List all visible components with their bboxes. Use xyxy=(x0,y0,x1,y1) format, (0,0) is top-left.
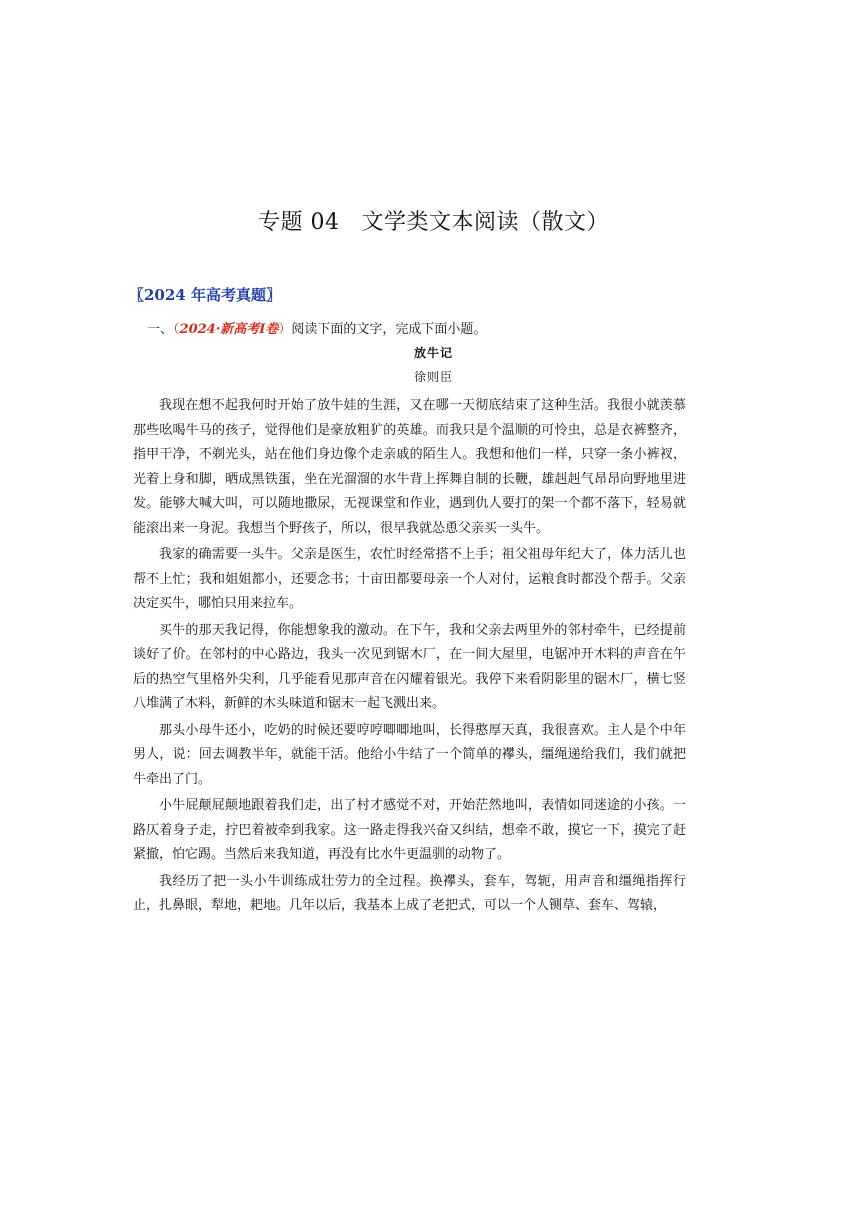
essay-paragraph: 我现在想不起我何时开始了放牛娃的生涯，又在哪一天彻底结束了这种生活。我很小就羡慕那些吆喝牛马的孩子，觉得他们是豪放粗犷的英雄。而我只是个温顺的可怜虫，总是衣裤整齐，指甲干净，不剃光头，站在他们身边像个走亲戚的陌生人。我想和他们一样，只穿一条小裤衩，光着上身和脚，晒成黑铁蛋，坐在光溜溜的水牛背上挥舞自制的长鞭，雄赳赳气昂昂向野地里进发。能够大喊大叫，可以随地撒尿，无视课堂和作业，遇到仇人要打的架一个都不落下，轻易就能滚出来一身泥。我想当个野孩子，所以，很早我就怂恿父亲买一头牛。 xyxy=(133,398,686,536)
question-source: 2024·新高考Ⅰ卷 xyxy=(179,322,279,337)
essay-body xyxy=(133,394,686,921)
question-intro xyxy=(147,318,486,337)
question-instruction: 阅读下面的文字，完成下面小题。 xyxy=(291,322,487,337)
essay-title: 放牛记 xyxy=(413,346,453,360)
section-heading: 〖2024 年高考真题〗 xyxy=(129,286,281,304)
question-number: 一、 xyxy=(147,322,174,337)
essay-paragraph: 我经历了把一头小牛训练成壮劳力的全过程。换襻头，套车，驾轭，用声音和缰绳指挥行止，扎鼻眼，犁地，耙地。几年以后，我基本上成了老把式，可以一个人铡草、套车、驾辕， xyxy=(133,873,686,913)
essay-paragraph: 那头小母牛还小，吃奶的时候还要哼哼唧唧地叫，长得憨厚天真，我很喜欢。主人是个中年男人，说：回去调教半年，就能干活。他给小牛结了一个简单的襻头，缰绳递给我们，我们就把牛牵出了门。 xyxy=(133,722,686,787)
essay-author: 徐则臣 xyxy=(413,370,453,384)
document-title xyxy=(0,205,867,236)
source-paren-open: （ xyxy=(173,322,180,337)
essay-paragraph: 买牛的那天我记得，你能想象我的激动。在下午，我和父亲去两里外的邻村牵牛，已经提前谈好了价。在邻村的中心路边，我头一次见到锯木厂，在一间大屋里，电锯冲开木料的声音在午后的热空气里格外尖利，几乎能看见那声音在闪耀着银光。我停下来看阴影里的锯木厂，横七竖八堆满了木料，新鲜的木头味道和锯末一起飞溅出来。 xyxy=(133,622,686,711)
essay-paragraph: 小牛屁颠屁颠地跟着我们走，出了村才感觉不对，开始茫然地叫，表情如同迷途的小孩。一路仄着身子走，拧巴着被牵到我家。这一路走得我兴奋又纠结，想牵不敢，摸它一下，摸完了赶紧撤，怕它踢。当然后来我知道，再没有比水牛更温驯的动物了。 xyxy=(133,798,686,862)
title-topic-name: 文学类文本阅读（散文） xyxy=(361,210,609,235)
source-paren-close: ） xyxy=(278,322,292,337)
essay-paragraph: 我家的确需要一头牛。父亲是医生，农忙时经常搭不上手；祖父祖母年纪大了，体力活儿也帮不上忙；我和姐姐都小，还要念书；十亩田都要母亲一个人对付，运粮食时都没个帮手。父亲决定买牛，哪怕只用来拉车。 xyxy=(133,547,686,611)
title-topic-number: 专题 04 xyxy=(257,210,340,235)
